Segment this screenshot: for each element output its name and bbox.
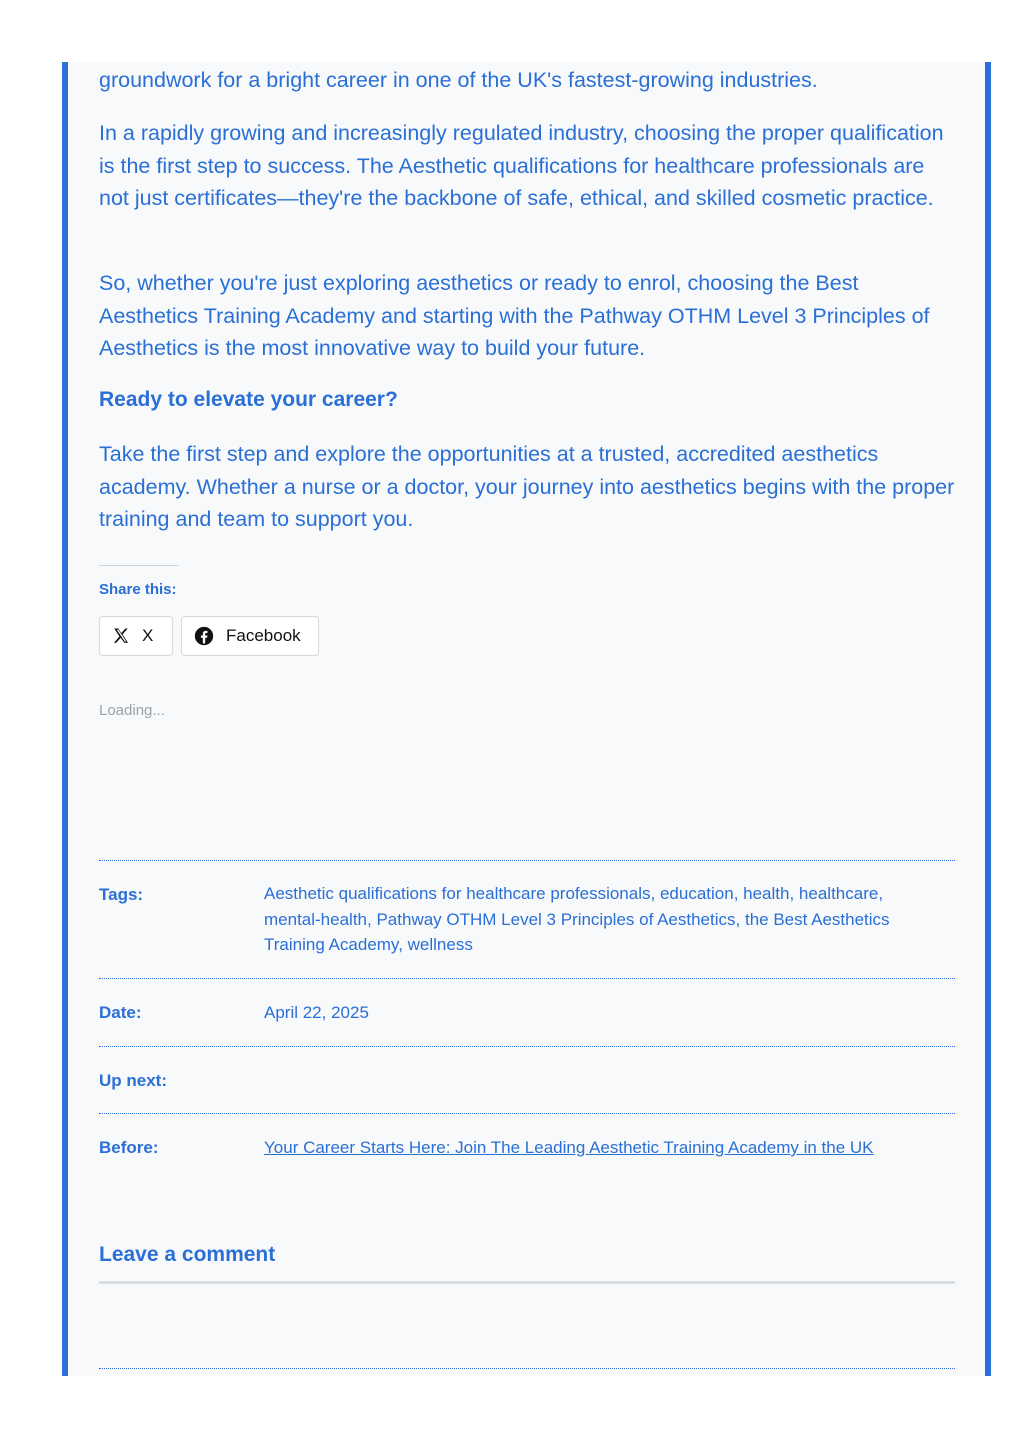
meta-row-before — [99, 1113, 955, 1184]
comment-heading: Leave a comment — [99, 1243, 276, 1266]
tag-link[interactable]: wellness — [407, 935, 473, 954]
share-x-button[interactable] — [99, 616, 173, 656]
meta-row-date — [99, 978, 955, 1047]
post-date: April 22, 2025 — [264, 1003, 369, 1022]
before-label: Before: — [99, 1138, 159, 1157]
article-paragraph-3: So, whether you're just exploring aesthetics or ready to enrol, choosing the Best Aesthetics Training Academy and starting with the Pathway OTHM Level 3 Principles of Aesthetics is the most innovative way to build your future. — [99, 271, 930, 360]
cta-heading: Ready to elevate your career? — [99, 388, 398, 411]
comment-area-divider — [99, 1368, 955, 1369]
tag-link[interactable]: Aesthetic qualifications for healthcare professionals — [264, 884, 651, 903]
previous-post-link[interactable]: Your Career Starts Here: Join The Leading Aesthetic Training Academy in the UK — [264, 1138, 874, 1157]
share-facebook-button[interactable] — [181, 616, 319, 656]
upnext-label: Up next: — [99, 1071, 167, 1090]
article-card — [62, 62, 991, 1376]
comment-divider — [99, 1281, 955, 1284]
tag-link[interactable]: education — [659, 884, 734, 903]
tags-label: Tags: — [99, 885, 144, 904]
x-logo-icon — [112, 627, 130, 645]
facebook-icon — [194, 626, 214, 646]
tag-link[interactable]: healthcare — [798, 884, 879, 903]
tag-link[interactable]: health — [743, 884, 790, 903]
share-facebook-label: Facebook — [226, 626, 301, 645]
article-paragraph-2: In a rapidly growing and increasingly regulated industry, choosing the proper qualification is the first step to success. The Aesthetic qualifications for healthcare professionals are not just certificates—they're the backbone of safe, ethical, and skilled cosmetic practice. — [99, 121, 944, 210]
tag-link[interactable]: mental-health — [264, 909, 368, 929]
tags-list: Aesthetic qualifications for healthcare professionals, education, health, healthcare, mental-health, Pathway OTHM Level 3 Principles of Aesthetics, the Best Aesthetics Training Academy, wellness — [264, 884, 890, 954]
share-divider — [99, 565, 179, 566]
tag-link[interactable]: Pathway OTHM Level 3 Principles of Aesthetics — [376, 909, 736, 929]
tag-link[interactable]: the Best Aesthetics Training Academy — [264, 909, 890, 954]
date-label: Date: — [99, 1003, 142, 1022]
loading-text: Loading... — [99, 702, 165, 719]
previous-post — [264, 1135, 924, 1161]
share-heading: Share this: — [99, 581, 177, 598]
cta-paragraph: Take the first step and explore the opportunities at a trusted, accredited aesthetics academy. Whether a nurse or a doctor, your journey into aesthetics begins with the proper training and team to support you. — [99, 442, 955, 531]
share-x-label: X — [142, 626, 154, 645]
meta-row-upnext — [99, 1046, 955, 1114]
meta-row-tags — [99, 860, 955, 979]
article-paragraph-1: groundwork for a bright career in one of the UK's fastest-growing industries. — [99, 68, 818, 92]
